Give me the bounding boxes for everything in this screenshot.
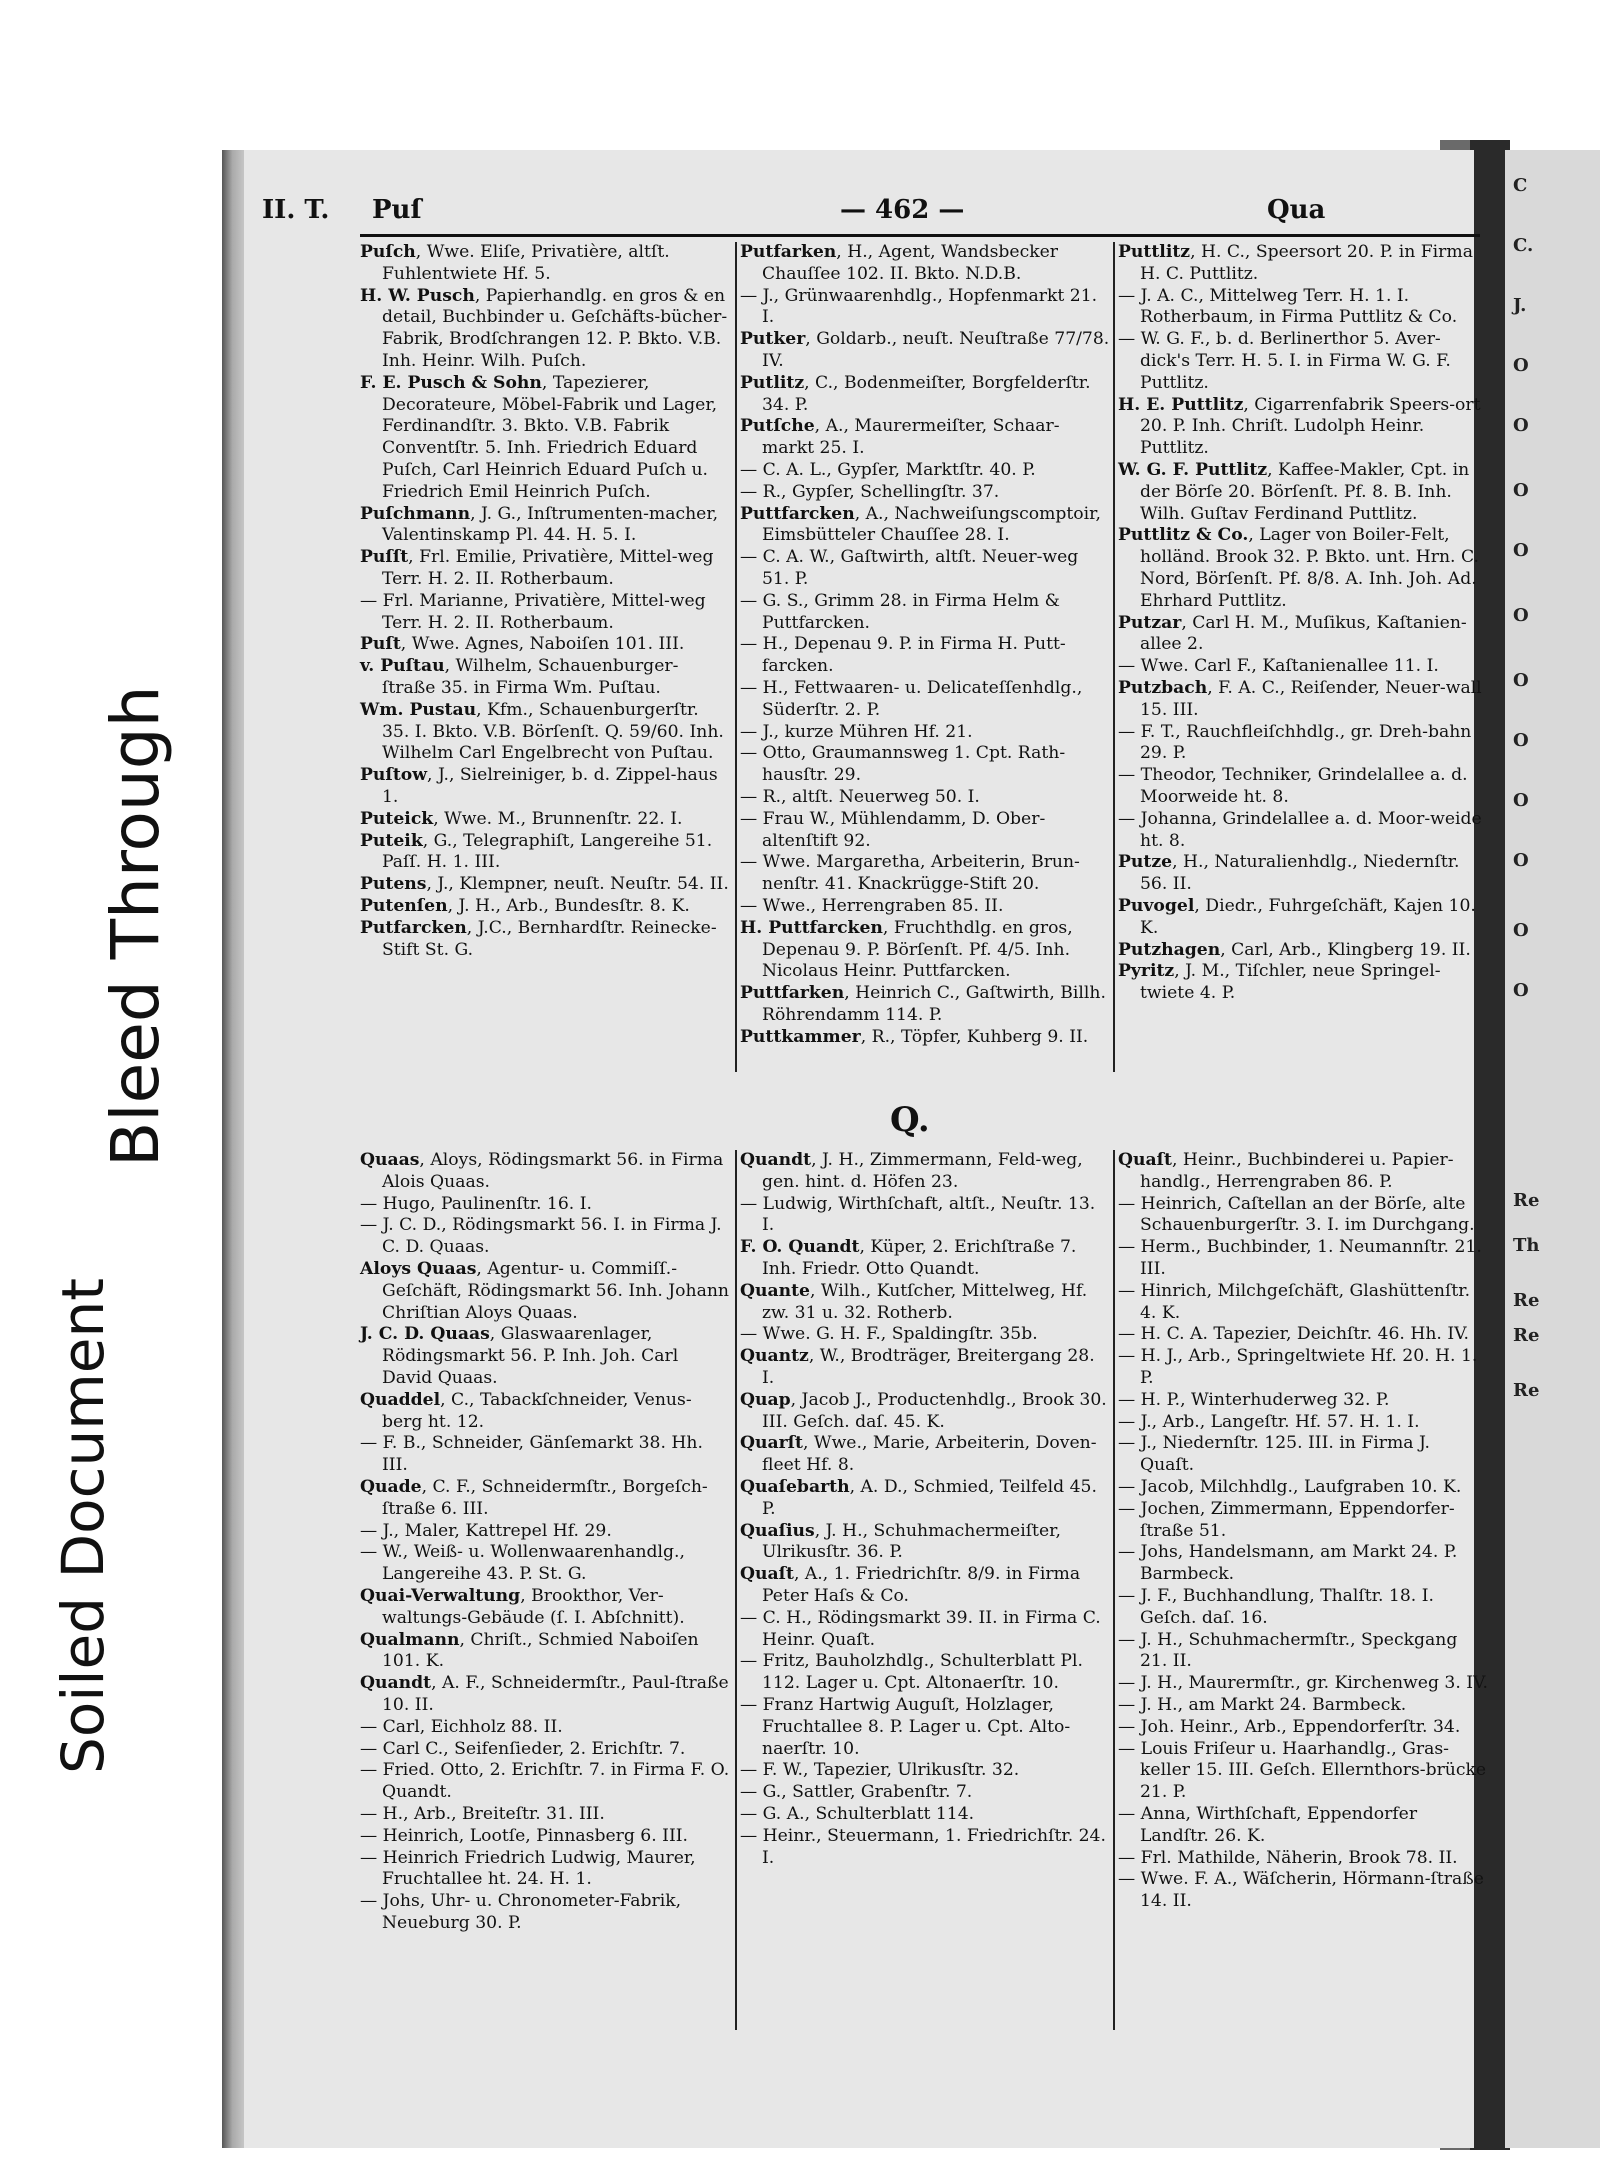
directory-entry: Putzhagen, Carl, Arb., Klingberg 19. II. xyxy=(1118,939,1471,960)
directory-entry: — Fritz, Bauholzhdlg., Schulterblatt Pl. 112. Lager u. Cpt. Altonaerſtr. 10. xyxy=(740,1651,1083,1694)
directory-entry: Pyritz, J. M., Tiſchler, neue Springel-twiete 4. P. xyxy=(1118,961,1441,1004)
directory-entry: Puteick, Wwe. M., Brunnenſtr. 22. I. xyxy=(360,808,683,829)
directory-entry: Puſſt, Frl. Emilie, Privatière, Mittel-weg Terr. H. 2. II. Rotherbaum. xyxy=(360,547,714,589)
edge-fragment: O xyxy=(1513,670,1529,691)
directory-entry: Quade, C. F., Schneidermſtr., Borgeſch-ſtraße 6. III. xyxy=(360,1476,708,1519)
directory-entry: Quaddel, C., Tabackſchneider, Venus-berg ht. 12. xyxy=(360,1389,692,1432)
directory-entry: Quandt, A. F., Schneidermſtr., Paul-ſtraße 10. II. xyxy=(360,1673,729,1715)
directory-entry: — R., Gypſer, Schellingſtr. 37. xyxy=(740,481,1000,502)
edge-fragment: Re xyxy=(1513,1380,1540,1401)
directory-entry: Puſtow, J., Sielreiniger, b. d. Zippel-haus 1. xyxy=(360,765,718,807)
directory-entry: Qualmann, Chriſt., Schmied Naboiſen 101. K. xyxy=(360,1629,699,1672)
directory-entry: — J. H., Schuhmachermſtr., Speckgang 21. II. xyxy=(1118,1629,1458,1672)
directory-entry: Quai-Verwaltung, Brookthor, Ver-waltungs-Gebäude (ſ. I. Abſchnitt). xyxy=(360,1585,685,1628)
directory-entry: — Wwe. F. A., Wäſcherin, Hörmann-ſtraße 14. II. xyxy=(1118,1869,1484,1912)
directory-entry: — R., altſt. Neuerweg 50. I. xyxy=(740,786,980,807)
directory-entry: Puſchmann, J. G., Inſtrumenten-macher, Valentinskamp Pl. 44. H. 5. I. xyxy=(360,503,719,546)
directory-entry: — Carl C., Seifenſieder, 2. Erichſtr. 7. xyxy=(360,1738,686,1759)
directory-entry: Quantz, W., Brodträger, Breitergang 28. I. xyxy=(740,1346,1095,1388)
directory-entry: — Frl. Mathilde, Näherin, Brook 78. II. xyxy=(1118,1847,1458,1868)
soiled-document-stamp: Soiled Document xyxy=(40,1235,126,1790)
edge-fragment: J. xyxy=(1513,295,1527,316)
directory-entry: — J. A. C., Mittelweg Terr. H. 1. I. Rotherbaum, in Firma Puttlitz & Co. xyxy=(1118,285,1458,328)
header-part-label: II. T. xyxy=(262,195,330,225)
directory-entry: — J. F., Buchhandlung, Thalſtr. 18. I. Geſch. daſ. 16. xyxy=(1118,1585,1434,1628)
directory-entry: — G., Sattler, Grabenſtr. 7. xyxy=(740,1782,973,1803)
edge-fragment: O xyxy=(1513,605,1529,626)
column-4 xyxy=(360,1150,730,1935)
directory-entry: — H. C. A. Tapezier, Deichſtr. 46. Hh. IV. xyxy=(1118,1324,1470,1345)
edge-fragment: O xyxy=(1513,850,1529,871)
directory-entry: — Johs, Handelsmann, am Markt 24. P. Barmbeck. xyxy=(1118,1542,1458,1585)
directory-entry: W. G. F. Puttlitz, Kaffee-Makler, Cpt. in der Börſe 20. Börſenſt. Pf. 8. B. Inh. Wilh. Guſtav Ferdinand Puttlitz. xyxy=(1118,459,1470,524)
directory-entry: — Wwe. Carl F., Kaſtanienallee 11. I. xyxy=(1118,656,1439,677)
edge-fragment: O xyxy=(1513,920,1529,941)
directory-entry: — J., Niedernſtr. 125. III. in Firma J. Quaſt. xyxy=(1118,1433,1431,1476)
directory-entry: Quaas, Aloys, Rödingsmarkt 56. in Firma Alois Quaas. xyxy=(360,1150,724,1192)
adjacent-page-edge xyxy=(1505,150,1600,2148)
directory-entry: Putſche, A., Maurermeiſter, Schaar-markt 25. I. xyxy=(740,416,1060,459)
directory-entry: H. W. Pusch, Papierhandlg. en gros & en detail, Buchbinder u. Geſchäfts-bücher-Fabrik, Brodſchrangen 12. P. Bkto. V.B. Inh. Heinr. Wilh. Puſch. xyxy=(360,285,728,371)
directory-entry: Putzbach, F. A. C., Reiſender, Neuer-wall 15. III. xyxy=(1118,677,1482,720)
header-left-word: Puſ xyxy=(372,195,422,225)
column-1 xyxy=(360,242,730,961)
directory-entry: Quaſebarth, A. D., Schmied, Teilfeld 45. P. xyxy=(740,1476,1097,1519)
directory-entry: — G. S., Grimm 28. in Firma Helm & Puttfarcken. xyxy=(740,590,1060,633)
directory-entry: Puttlitz, H. C., Speersort 20. P. in Firma H. C. Puttlitz. xyxy=(1118,242,1473,284)
directory-entry: — J., Maler, Kattrepel Hf. 29. xyxy=(360,1520,612,1541)
directory-entry: v. Puſtau, Wilhelm, Schauenburger-ſtraße 35. in Firma Wm. Puſtau. xyxy=(360,656,679,698)
directory-entry: — Otto, Graumannsweg 1. Cpt. Rath-hausſtr. 29. xyxy=(740,743,1066,786)
directory-entry: — G. A., Schulterblatt 114. xyxy=(740,1803,975,1824)
directory-entry: F. O. Quandt, Küper, 2. Erichſtraße 7. Inh. Friedr. Otto Quandt. xyxy=(740,1237,1077,1279)
directory-entry: Quante, Wilh., Kutſcher, Mittelweg, Hf. zw. 31 u. 32. Rotherb. xyxy=(740,1280,1088,1323)
directory-entry: — J. C. D., Rödingsmarkt 56. I. in Firma J. C. D. Quaas. xyxy=(360,1215,722,1258)
page-header xyxy=(262,195,1484,239)
directory-entry: — Joh. Heinr., Arb., Eppendorferſtr. 34. xyxy=(1118,1716,1461,1737)
edge-fragment: C. xyxy=(1513,235,1534,256)
directory-entry: Quaſt, A., 1. Friedrichſtr. 8/9. in Firma Peter Haſs & Co. xyxy=(740,1564,1081,1606)
edge-fragment: O xyxy=(1513,355,1529,376)
directory-entry: — H. P., Winterhuderweg 32. P. xyxy=(1118,1389,1390,1410)
edge-fragment: O xyxy=(1513,480,1529,501)
directory-entry: Quaſius, J. H., Schuhmachermeiſter, Ulrikusſtr. 36. P. xyxy=(740,1520,1061,1563)
page-number: — 462 — xyxy=(840,195,965,225)
column-3 xyxy=(1118,242,1488,1005)
directory-entry: Puteik, G., Telegraphiſt, Langereihe 51. Paſſ. H. 1. III. xyxy=(360,830,713,873)
directory-entry: — J., kurze Mühren Hf. 21. xyxy=(740,721,973,742)
directory-entry: — F. W., Tapezier, Ulrikusſtr. 32. xyxy=(740,1760,1020,1781)
directory-entry: — Wwe. G. H. F., Spaldingſtr. 35b. xyxy=(740,1324,1038,1345)
directory-entry: — J., Arb., Langeſtr. Hf. 57. H. 1. I. xyxy=(1118,1411,1420,1432)
header-right-word: Qua xyxy=(1267,195,1326,225)
directory-entry: — J. H., Maurermſtr., gr. Kirchenweg 3. IV. xyxy=(1118,1673,1488,1694)
directory-entry: Quap, Jacob J., Productenhdlg., Brook 30. III. Geſch. daſ. 45. K. xyxy=(740,1389,1107,1432)
directory-entry: Putlitz, C., Bodenmeiſter, Borgfelderſtr. 34. P. xyxy=(740,372,1091,415)
section-letter: Q. xyxy=(890,1100,930,1140)
directory-entry: Puſch, Wwe. Eliſe, Privatière, altſt. Fuhlentwiete Hf. 5. xyxy=(360,242,670,284)
directory-entry: Puttfarken, Heinrich C., Gaſtwirth, Billh. Röhrendamm 114. P. xyxy=(740,983,1106,1025)
directory-entry: — H., Arb., Breiteſtr. 31. III. xyxy=(360,1803,605,1824)
bleed-through-stamp: Bleed Through xyxy=(88,605,184,1185)
directory-entry: — Hugo, Paulinenſtr. 16. I. xyxy=(360,1193,592,1214)
edge-fragment: Th xyxy=(1513,1235,1540,1256)
directory-entry: — Hinrich, Milchgeſchäft, Glashüttenſtr. 4. K. xyxy=(1118,1280,1471,1323)
directory-entry: — F. T., Rauchfleiſchhdlg., gr. Dreh-bahn 29. P. xyxy=(1118,721,1472,764)
directory-entry: — W., Weiß- u. Wollenwaarenhandlg., Langereihe 43. P. St. G. xyxy=(360,1542,685,1585)
directory-entry: — Herm., Buchbinder, 1. Neumannſtr. 21. III. xyxy=(1118,1237,1482,1279)
directory-entry: — Heinr., Steuermann, 1. Friedrichſtr. 24. I. xyxy=(740,1825,1106,1868)
directory-entry: — Wwe., Herrengraben 85. II. xyxy=(740,895,1004,916)
directory-entry: Puſt, Wwe. Agnes, Naboiſen 101. III. xyxy=(360,634,685,655)
directory-entry: Putfarken, H., Agent, Wandsbecker Chauſſee 102. II. Bkto. N.D.B. xyxy=(740,242,1059,284)
directory-entry: — C. A. L., Gypſer, Marktſtr. 40. P. xyxy=(740,459,1036,480)
directory-entry: Puttfarcken, A., Nachweiſungscomptoir, Eimsbütteler Chauſſee 28. I. xyxy=(740,503,1101,546)
directory-entry: — Heinrich Friedrich Ludwig, Maurer, Fruchtallee ht. 24. H. 1. xyxy=(360,1847,696,1890)
directory-entry: Putze, H., Naturalienhdlg., Niedernſtr. 56. II. xyxy=(1118,852,1460,895)
directory-entry: — Ludwig, Wirthſchaft, altſt., Neuſtr. 13. I. xyxy=(740,1193,1096,1236)
edge-fragment: Re xyxy=(1513,1325,1540,1346)
directory-entry: Quaſt, Heinr., Buchbinderei u. Papier-handlg., Herrengraben 86. P. xyxy=(1118,1150,1454,1192)
directory-entry: — Johanna, Grindelallee a. d. Moor-weide ht. 8. xyxy=(1118,808,1482,851)
directory-entry: — C. H., Rödingsmarkt 39. II. in Firma C. Heinr. Quaſt. xyxy=(740,1607,1101,1650)
column-divider xyxy=(735,1150,737,2030)
header-rule xyxy=(360,234,1480,237)
edge-fragment: Re xyxy=(1513,1290,1540,1311)
directory-entry: Puttkammer, R., Töpfer, Kuhberg 9. II. xyxy=(740,1026,1089,1047)
edge-fragment: O xyxy=(1513,730,1529,751)
directory-entry: — Jochen, Zimmermann, Eppendorfer-ſtraße 51. xyxy=(1118,1498,1455,1541)
edge-fragment: C xyxy=(1513,175,1528,196)
column-2 xyxy=(740,242,1110,1048)
directory-entry: — Heinrich, Caſtellan an der Börſe, alte Schauenburgerſtr. 3. I. im Durchgang. xyxy=(1118,1193,1475,1236)
directory-entry: — Theodor, Techniker, Grindelallee a. d. Moorweide ht. 8. xyxy=(1118,765,1468,807)
column-divider xyxy=(735,242,737,1072)
directory-entry: F. E. Pusch & Sohn, Tapezierer, Decorateure, Möbel-Fabrik und Lager, Ferdinandſtr. 3. Bkto. V.B. Fabrik Conventſtr. 5. Inh. Friedrich Eduard Puſch, Carl Heinrich Eduard Puſch u. Friedrich Emil Heinrich Puſch. xyxy=(360,372,718,502)
directory-entry: — Fried. Otto, 2. Erichſtr. 7. in Firma F. O. Quandt. xyxy=(360,1760,730,1803)
edge-fragment: O xyxy=(1513,540,1529,561)
directory-entry: Putzar, Carl H. M., Muſikus, Kaſtanien-allee 2. xyxy=(1118,612,1467,655)
directory-entry: J. C. D. Quaas, Glaswaarenlager, Rödingsmarkt 56. P. Inh. Joh. Carl David Quaas. xyxy=(360,1324,679,1388)
directory-entry: — H. J., Arb., Springeltwiete Hf. 20. H. 1. P. xyxy=(1118,1346,1478,1388)
column-divider xyxy=(1113,242,1115,1072)
directory-entry: — F. B., Schneider, Gänſemarkt 38. Hh. III. xyxy=(360,1433,703,1476)
directory-entry: Quarſt, Wwe., Marie, Arbeiterin, Doven-fleet Hf. 8. xyxy=(740,1433,1097,1476)
directory-entry: — Jacob, Milchhdlg., Laufgraben 10. K. xyxy=(1118,1476,1462,1497)
directory-entry: Putker, Goldarb., neuſt. Neuſtraße 77/78. IV. xyxy=(740,329,1110,371)
directory-entry: — Frau W., Mühlendamm, D. Ober-altenſtift 92. xyxy=(740,808,1046,851)
edge-fragment: Re xyxy=(1513,1190,1540,1211)
directory-entry: — Frl. Marianne, Privatière, Mittel-weg Terr. H. 2. II. Rotherbaum. xyxy=(360,590,706,633)
directory-entry: — Franz Hartwig Auguſt, Holzlager, Fruchtallee 8. P. Lager u. Cpt. Alto-naerſtr. 10. xyxy=(740,1694,1071,1759)
directory-entry: Aloys Quaas, Agentur- u. Commiſſ.-Geſchäft, Rödingsmarkt 56. Inh. Johann Chriſtian Aloys Quaas. xyxy=(360,1258,729,1323)
directory-entry: — Heinrich, Lootſe, Pinnasberg 6. III. xyxy=(360,1825,689,1846)
directory-entry: — Anna, Wirthſchaft, Eppendorfer Landſtr. 26. K. xyxy=(1118,1803,1418,1846)
directory-entry: Puvogel, Diedr., Fuhrgeſchäft, Kajen 10. K. xyxy=(1118,895,1476,938)
directory-entry: Wm. Pustau, Kfm., Schauenburgerſtr. 35. I. Bkto. V.B. Börſenſt. Q. 59/60. Inh. Wilhelm Carl Engelbrecht von Puſtau. xyxy=(360,699,724,764)
directory-entry: Quandt, J. H., Zimmermann, Feld-weg, gen. hint. d. Höfen 23. xyxy=(740,1150,1083,1192)
directory-entry: Puttlitz & Co., Lager von Boiler-Felt, holländ. Brook 32. P. Bkto. unt. Hrn. C. Nord, Börſenſt. Pf. 8/8. A. Inh. Joh. Ad. Ehrhard Puttlitz. xyxy=(1118,525,1479,611)
directory-entry: — Johs, Uhr- u. Chronometer-Fabrik, Neueburg 30. P. xyxy=(360,1891,682,1933)
directory-entry: Putenſen, J. H., Arb., Bundesſtr. 8. K. xyxy=(360,895,690,916)
edge-fragment: O xyxy=(1513,980,1529,1001)
directory-entry: H. E. Puttlitz, Cigarrenfabrik Speers-ort 20. P. Inh. Chriſt. Ludolph Heinr. Puttlitz. xyxy=(1118,394,1481,459)
directory-entry: H. Puttfarcken, Fruchthdlg. en gros, Depenau 9. P. Börſenſt. Pf. 4/5. Inh. Nicolaus Heinr. Puttfarcken. xyxy=(740,917,1073,982)
directory-entry: — H., Depenau 9. P. in Firma H. Putt-farcken. xyxy=(740,634,1066,677)
column-5 xyxy=(740,1150,1110,1869)
directory-entry: — Carl, Eichholz 88. II. xyxy=(360,1716,563,1737)
edge-fragment: O xyxy=(1513,415,1529,436)
directory-entry: — J. H., am Markt 24. Barmbeck. xyxy=(1118,1694,1407,1715)
directory-entry: Putfarcken, J.C., Bernhardſtr. Reinecke-Stift St. G. xyxy=(360,917,717,960)
directory-entry: — J., Grünwaarenhdlg., Hopfenmarkt 21. I. xyxy=(740,285,1098,328)
directory-entry: Putens, J., Klempner, neuſt. Neuſtr. 54. II. xyxy=(360,874,729,895)
directory-entry: — Wwe. Margaretha, Arbeiterin, Brun-nenſtr. 41. Knackrügge-Stift 20. xyxy=(740,852,1080,895)
directory-entry: — W. G. F., b. d. Berlinerthor 5. Aver-dick's Terr. H. 5. I. in Firma W. G. F. Puttlitz. xyxy=(1118,329,1451,393)
directory-entry: — C. A. W., Gaſtwirth, altſt. Neuer-weg 51. P. xyxy=(740,547,1079,589)
directory-entry: — Louis Friſeur u. Haarhandlg., Gras-keller 15. III. Geſch. Ellernthors-brücke 21. P. xyxy=(1118,1738,1487,1803)
column-divider xyxy=(1113,1150,1115,2030)
column-6 xyxy=(1118,1150,1488,1913)
directory-entry: — H., Fettwaaren- u. Delicateſſenhdlg., Süderſtr. 2. P. xyxy=(740,677,1083,720)
edge-fragment: O xyxy=(1513,790,1529,811)
